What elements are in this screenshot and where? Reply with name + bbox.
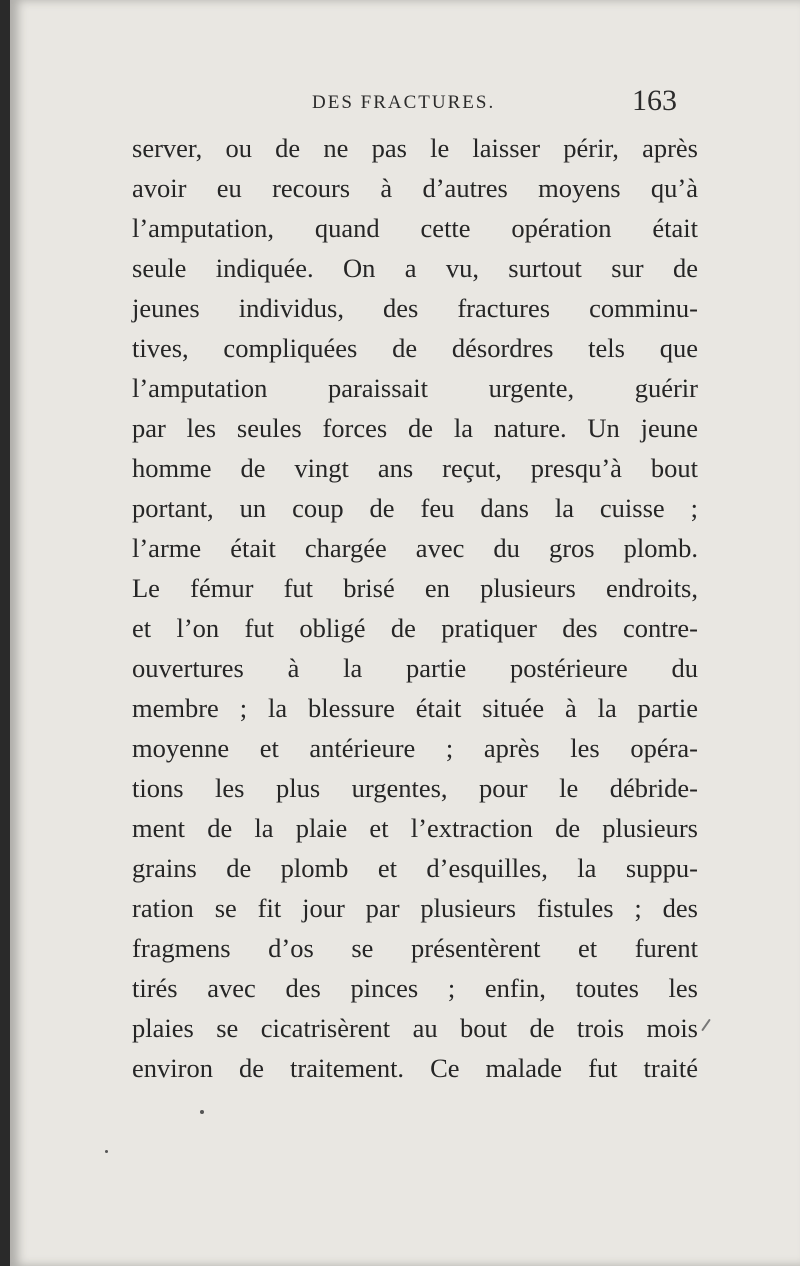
- text-line: membre ; la blessure était située à la partie: [132, 693, 698, 723]
- text-line: tives, compliquées de désordres tels que: [132, 333, 698, 363]
- text-line: ouvertures à la partie postérieure du: [132, 653, 698, 683]
- text-line: jeunes individus, des fractures comminu-: [132, 293, 698, 323]
- text-line: avoir eu recours à d’autres moyens qu’à: [132, 173, 698, 203]
- page-header: [10, 84, 800, 124]
- text-line: portant, un coup de feu dans la cuisse ;: [132, 493, 698, 523]
- paper-speck: [200, 1110, 204, 1114]
- text-line: tirés avec des pinces ; enfin, toutes les: [132, 973, 698, 1003]
- text-line: l’amputation, quand cette opération était: [132, 213, 698, 243]
- page-number: 163: [632, 84, 677, 117]
- text-line: l’amputation paraissait urgente, guérir: [132, 373, 698, 403]
- text-line: Le fémur fut brisé en plusieurs endroits,: [132, 573, 698, 603]
- text-line: moyenne et antérieure ; après les opéra-: [132, 733, 698, 763]
- paper-speck: [701, 1019, 711, 1032]
- body-text: [132, 128, 698, 1088]
- text-line: grains de plomb et d’esquilles, la suppu-: [132, 853, 698, 883]
- text-line: seule indiquée. On a vu, surtout sur de: [132, 253, 698, 283]
- text-line: plaies se cicatrisèrent au bout de trois mois: [132, 1013, 698, 1043]
- text-line: l’arme était chargée avec du gros plomb.: [132, 533, 698, 563]
- text-line: homme de vingt ans reçut, presqu’à bout: [132, 453, 698, 483]
- text-line: environ de traitement. Ce malade fut traité: [132, 1053, 698, 1083]
- paper-speck: [105, 1150, 108, 1153]
- text-line: ment de la plaie et l’extraction de plusieurs: [132, 813, 698, 843]
- text-line: par les seules forces de la nature. Un jeune: [132, 413, 698, 443]
- text-line: fragmens d’os se présentèrent et furent: [132, 933, 698, 963]
- text-line: ration se fit jour par plusieurs fistules ; des: [132, 893, 698, 923]
- running-title: DES FRACTURES.: [312, 92, 496, 113]
- text-line: server, ou de ne pas le laisser périr, après: [132, 133, 698, 163]
- text-line: tions les plus urgentes, pour le débride-: [132, 773, 698, 803]
- book-page: [10, 0, 800, 1266]
- text-line: et l’on fut obligé de pratiquer des contre-: [132, 613, 698, 643]
